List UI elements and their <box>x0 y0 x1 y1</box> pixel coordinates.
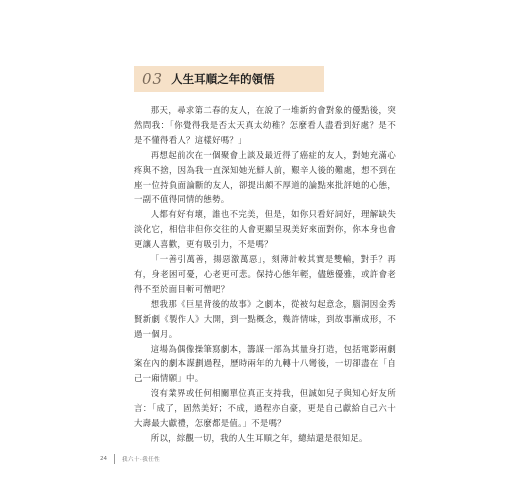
chapter-title: 人生耳順之年的領悟 <box>171 72 275 86</box>
body-text <box>134 103 396 446</box>
paragraph: 這場為偶像操筆寫劇本，籌謀一部為其量身打造，包括電影兩劇案在內的劇本謀劃過程，歷時兩年的九轉十八彎後，一切卻盡在「自己一廂情願」中。 <box>134 343 396 384</box>
paragraph: 沒有業界或任何相關單位真正支持我，但誠如兒子與知心好友所言：「成了，固然美好；不成，過程亦自豪，更是自己獻給自己六十大壽最大獻禮，怎麼都是值。」不是嗎？ <box>134 388 396 429</box>
running-head: 我六十‧我任性 <box>122 457 161 463</box>
paragraph: 那天，尋求第二春的友人，在說了一堆新約會對象的優點後，突然問我：「你覺得我是否太天真太幼稚？怎麼看人盡看到好處？是不是不懂得看人？這樣好嗎？」 <box>134 105 396 145</box>
chapter-number: 03 <box>142 70 164 88</box>
page-footer <box>100 452 400 466</box>
footer-divider <box>114 454 115 464</box>
chapter-header <box>134 66 324 92</box>
paragraph: 再想起前次在一個聚會上談及最近得了癌症的友人，對她充滿心疼與不捨，因為我一直深知她光鮮人前，艱辛人後的難處，想不到在座一位持負面論斷的友人，卻提出頗不厚道的論點來批評她的心態，一副不值得同情的態勢。 <box>134 149 396 205</box>
paragraph: 想我那《巨星背後的故事》之劇本，從被勾起意念，腦洞因金秀賢新劇《製作人》大開，到一點概念，幾許情味，到故事漸成形，不過一個月。 <box>134 298 396 339</box>
paragraph: 人都有好有壞，誰也不完美，但是，如你只看好詞好，理解缺失淡化它，相信非但你交往的人會更顯呈現美好來面對你，你本身也會更讓人喜歡，更有吸引力，不是嗎？ <box>134 209 396 250</box>
paragraph: 「一善引萬善，揚惡激萬惡」，刻薄計較其實是雙輸，對手？再有，身老困可憂，心老更可悲。保持心態年輕，儘態優雅，或許會老得不至於面目斬可憎吧？ <box>134 254 396 294</box>
paragraph: 所以，綜觀一切，我的人生耳順之年，總結還是很知足。 <box>150 432 368 443</box>
page-number: 24 <box>100 456 107 462</box>
